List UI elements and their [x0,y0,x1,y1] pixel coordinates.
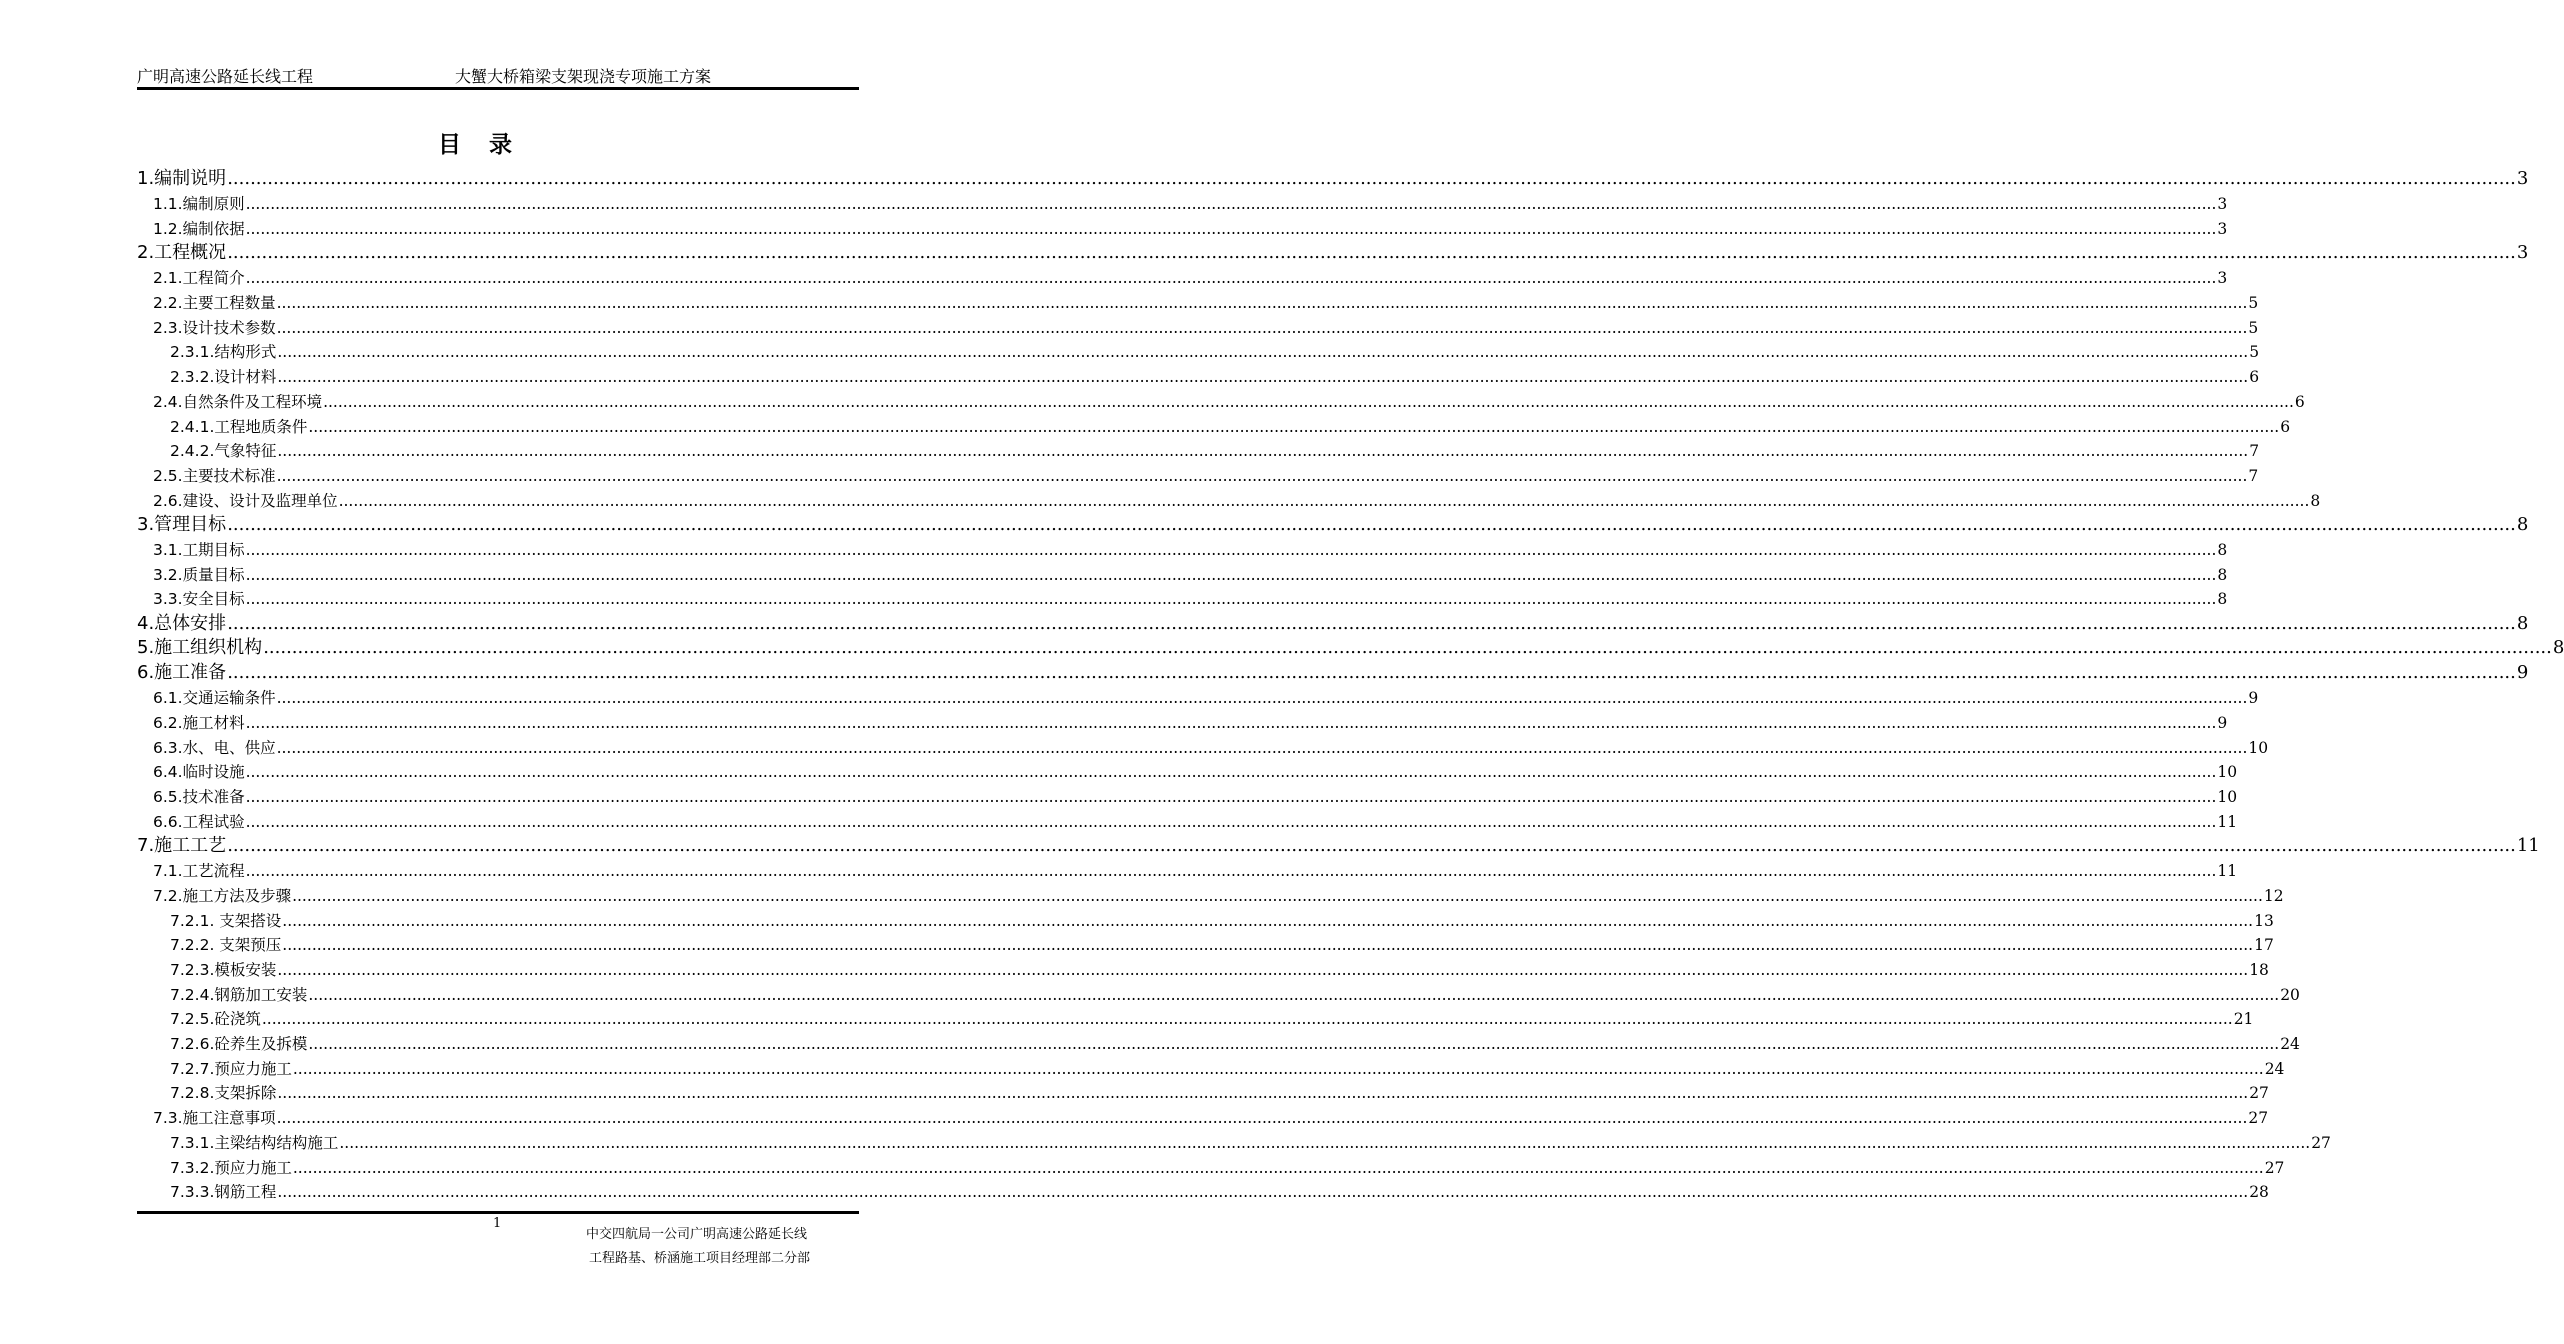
toc-title: 目录 [438,132,540,158]
toc-entry-page: 27 [2249,1084,2269,1103]
footer-rule [137,1211,859,1214]
toc-entry-page: 28 [2249,1183,2269,1202]
toc-entry[interactable] [153,290,2259,312]
toc-entry-label: 2.4.1.工程地质条件 [170,417,308,436]
toc-entry-page: 11 [2217,812,2238,831]
toc-entry-label: 2.1.工程简介 [153,269,245,288]
toc-entry[interactable] [153,759,2238,782]
toc-leader-dots: ................................................................................................................................................................................................................................................................................................................................................................................................................ [245,763,2217,782]
toc-entry[interactable] [153,462,2259,485]
toc-entry[interactable] [153,882,2284,905]
toc-entry-label: 2.6.建设、设计及监理单位 [153,491,338,510]
toc-entry[interactable] [170,956,2269,979]
toc-entry-page: 11 [2217,862,2238,881]
toc-entry-label: 3.管理目标 [137,513,227,535]
toc-leader-dots: ................................................................................................................................................................................................................................................................................................................................................................................................................ [277,1084,2249,1103]
toc-entry-label: 7.3.1.主梁结构结构施工 [170,1133,339,1152]
toc-entry[interactable] [153,709,2228,732]
toc-entry-label: 7.1.工艺流程 [153,862,245,881]
toc-leader-dots: ................................................................................................................................................................................................................................................................................................................................................................................................................ [282,911,2254,930]
toc-entry-label: 6.2.施工材料 [153,713,245,732]
page-number: 1 [493,1216,502,1231]
header-rule [137,87,859,90]
toc-leader-dots: ................................................................................................................................................................................................................................................................................................................................................................................................................ [292,1059,2264,1078]
toc-leader-dots: ................................................................................................................................................................................................................................................................................................................................................................................................................ [339,1133,2311,1152]
toc-entry[interactable] [137,166,2529,189]
footer-company-line1: 中交四航局一公司广明高速公路延长线 [586,1227,808,1242]
toc-entry[interactable] [137,660,2529,683]
toc-entry[interactable] [153,586,2228,609]
toc-entry[interactable] [153,784,2238,806]
toc-entry-label: 7.2.7.预应力施工 [170,1059,292,1078]
toc-entry[interactable] [153,191,2228,214]
toc-entry-page: 18 [2249,960,2269,979]
toc-leader-dots: ................................................................................................................................................................................................................................................................................................................................................................................................................ [277,368,2249,387]
toc-entry-page: 20 [2280,985,2300,1004]
toc-entry[interactable] [153,685,2259,708]
toc-entry-label: 6.3.水、电、供应 [153,738,276,757]
toc-leader-dots: ................................................................................................................................................................................................................................................................................................................................................................................................................ [276,294,2248,312]
toc-leader-dots: ................................................................................................................................................................................................................................................................................................................................................................................................................ [245,862,2217,881]
toc-entry[interactable] [153,314,2259,337]
toc-entry[interactable] [170,1154,2285,1177]
toc-leader-dots: ................................................................................................................................................................................................................................................................................................................................................................................................................ [245,590,2217,609]
toc-entry-page: 6 [2249,368,2260,387]
toc-entry-label: 7.3.3.钢筋工程 [170,1183,277,1202]
toc-entry-label: 2.3.设计技术参数 [153,318,276,337]
toc-entry-label: 7.2.8.支架拆除 [170,1084,277,1103]
toc-entry-page: 3 [2217,195,2228,214]
toc-entry-page: 12 [2263,886,2284,905]
header-project-name: 广明高速公路延长线工程 [137,67,314,86]
toc-entry-page: 5 [2248,294,2259,312]
toc-leader-dots: ................................................................................................................................................................................................................................................................................................................................................................................................................ [308,985,2280,1004]
toc-leader-dots: ................................................................................................................................................................................................................................................................................................................................................................................................................ [338,491,2310,510]
toc-entry-label: 5.施工组织机构 [137,637,263,659]
toc-entry-page: 10 [2217,763,2238,782]
footer-company-line2: 工程路基、桥涵施工项目经理部二分部 [589,1251,811,1266]
toc-entry-label: 7.2.施工方法及步骤 [153,886,292,905]
toc-leader-dots: ................................................................................................................................................................................................................................................................................................................................................................................................................ [245,788,2217,806]
toc-leader-dots: ................................................................................................................................................................................................................................................................................................................................................................................................................ [245,565,2217,584]
toc-entry-page: 9 [2217,713,2228,732]
toc-entry[interactable] [137,833,2540,856]
toc-entry-page: 21 [2233,1010,2254,1029]
toc-entry-page: 24 [2264,1059,2285,1078]
toc-entry-page: 7 [2248,466,2259,485]
toc-entry-label: 1.编制说明 [137,168,227,189]
toc-entry-page: 27 [2264,1158,2285,1177]
toc-entry[interactable] [170,1179,2269,1202]
toc-entry-label: 2.2.主要工程数量 [153,294,276,312]
toc-entry-page: 27 [2248,1109,2269,1128]
toc-entry[interactable] [153,388,2305,411]
toc-entry[interactable] [170,1031,2300,1053]
toc-leader-dots: ................................................................................................................................................................................................................................................................................................................................................................................................................ [276,738,2248,757]
toc-entry-page: 3 [2217,269,2228,288]
toc-entry-page: 8 [2217,590,2228,609]
toc-leader-dots: ................................................................................................................................................................................................................................................................................................................................................................................................................ [227,242,2516,264]
toc-leader-dots: ................................................................................................................................................................................................................................................................................................................................................................................................................ [227,168,2516,189]
toc-entry-page: 8 [2310,491,2321,510]
toc-entry-page: 9 [2248,689,2259,708]
toc-entry-label: 4.总体安排 [137,612,227,634]
toc-entry[interactable] [170,1080,2269,1103]
toc-leader-dots: ................................................................................................................................................................................................................................................................................................................................................................................................................ [227,662,2516,683]
toc-entry[interactable] [153,734,2269,757]
toc-entry[interactable] [153,858,2238,881]
toc-leader-dots: ................................................................................................................................................................................................................................................................................................................................................................................................................ [276,466,2248,485]
toc-entry-page: 17 [2254,936,2274,955]
toc-entry-page: 5 [2248,318,2259,337]
toc-leader-dots: ................................................................................................................................................................................................................................................................................................................................................................................................................ [245,713,2217,732]
toc-leader-dots: ................................................................................................................................................................................................................................................................................................................................................................................................................ [245,541,2217,559]
toc-leader-dots: ................................................................................................................................................................................................................................................................................................................................................................................................................ [308,417,2280,436]
toc-entry[interactable] [153,265,2228,288]
toc-entry-page: 8 [2552,637,2564,659]
toc-entry-label: 2.4.2.气象特征 [170,442,277,461]
header-document-title: 大蟹大桥箱梁支架现浇专项施工方案 [455,67,712,86]
toc-entry[interactable] [153,808,2238,831]
toc-entry[interactable] [170,1055,2285,1078]
toc-entry[interactable] [170,413,2291,436]
toc-entry-label: 7.3.施工注意事项 [153,1109,276,1128]
toc-entry-label: 1.1.编制原则 [153,195,245,214]
toc-entry[interactable] [137,611,2529,634]
toc-entry-page: 9 [2516,662,2529,683]
toc-leader-dots: ................................................................................................................................................................................................................................................................................................................................................................................................................ [227,612,2516,634]
toc-entry-page: 6 [2280,417,2291,436]
toc-entry-label: 3.3.安全目标 [153,590,245,609]
toc-leader-dots: ................................................................................................................................................................................................................................................................................................................................................................................................................ [323,392,2294,411]
toc-entry-label: 7.2.6.砼养生及拆模 [170,1035,308,1053]
toc-entry-label: 2.4.自然条件及工程环境 [153,392,323,411]
toc-entry-label: 6.1.交通运输条件 [153,689,276,708]
toc-leader-dots: ................................................................................................................................................................................................................................................................................................................................................................................................................ [276,1109,2248,1128]
toc-leader-dots: ................................................................................................................................................................................................................................................................................................................................................................................................................ [261,1010,2233,1029]
toc-entry-page: 11 [2516,834,2540,856]
toc-leader-dots: ................................................................................................................................................................................................................................................................................................................................................................................................................ [277,442,2249,461]
toc-entry-page: 24 [2280,1035,2300,1053]
toc-entry-label: 2.3.1.结构形式 [170,343,277,362]
toc-leader-dots: ................................................................................................................................................................................................................................................................................................................................................................................................................ [245,812,2217,831]
toc-entry[interactable] [153,215,2228,238]
toc-entry-page: 3 [2516,168,2529,189]
toc-entry-page: 10 [2248,738,2269,757]
toc-leader-dots: ................................................................................................................................................................................................................................................................................................................................................................................................................ [292,1158,2264,1177]
toc-entry[interactable] [153,561,2228,584]
toc-leader-dots: ................................................................................................................................................................................................................................................................................................................................................................................................................ [292,886,2263,905]
toc-entry[interactable] [137,512,2529,535]
toc-entry[interactable] [137,240,2529,264]
toc-entry-page: 3 [2516,242,2529,264]
toc-leader-dots: ................................................................................................................................................................................................................................................................................................................................................................................................................ [276,318,2248,337]
toc-entry[interactable] [170,981,2300,1004]
toc-entry-label: 7.施工工艺 [137,834,227,856]
toc-entry-label: 3.2.质量目标 [153,565,245,584]
toc-leader-dots: ................................................................................................................................................................................................................................................................................................................................................................................................................ [277,343,2249,362]
toc-entry-page: 5 [2249,343,2260,362]
toc-leader-dots: ................................................................................................................................................................................................................................................................................................................................................................................................................ [276,689,2248,708]
toc-entry-page: 27 [2311,1133,2331,1152]
toc-entry-label: 7.3.2.预应力施工 [170,1158,292,1177]
toc-entry[interactable] [153,1105,2269,1128]
toc-entry[interactable] [170,932,2274,955]
toc-entry-label: 2.3.2.设计材料 [170,368,277,387]
toc-entry-label: 3.1.工期目标 [153,541,245,559]
toc-entry[interactable] [170,907,2274,930]
toc-entry[interactable] [170,339,2260,362]
toc-entry-page: 7 [2249,442,2260,461]
toc-entry-page: 6 [2294,392,2305,411]
toc-entry[interactable] [170,1129,2331,1152]
toc-leader-dots: ................................................................................................................................................................................................................................................................................................................................................................................................................ [277,1183,2249,1202]
toc-entry-label: 7.2.4.钢筋加工安装 [170,985,308,1004]
toc-entry[interactable] [170,1006,2254,1029]
toc-entry-page: 8 [2516,612,2529,634]
toc-leader-dots: ................................................................................................................................................................................................................................................................................................................................................................................................................ [245,195,2217,214]
toc-leader-dots: ................................................................................................................................................................................................................................................................................................................................................................................................................ [245,269,2217,288]
toc-entry[interactable] [153,537,2228,559]
toc-entry[interactable] [170,364,2260,387]
toc-leader-dots: ................................................................................................................................................................................................................................................................................................................................................................................................................ [263,637,2552,659]
toc-leader-dots: ................................................................................................................................................................................................................................................................................................................................................................................................................ [245,219,2217,238]
toc-entry-label: 7.2.3.模板安装 [170,960,277,979]
toc-entry-label: 6.5.技术准备 [153,788,245,806]
toc-leader-dots: ................................................................................................................................................................................................................................................................................................................................................................................................................ [227,834,2516,856]
toc-leader-dots: ................................................................................................................................................................................................................................................................................................................................................................................................................ [282,936,2254,955]
toc-entry-label: 1.2.编制依据 [153,219,245,238]
toc-entry-label: 2.5.主要技术标准 [153,466,276,485]
toc-entry-page: 8 [2516,513,2529,535]
toc-entry-page: 10 [2217,788,2238,806]
toc-entry-label: 6.施工准备 [137,662,227,683]
toc-entry-label: 7.2.5.砼浇筑 [170,1010,261,1029]
toc-entry-page: 8 [2217,565,2228,584]
toc-entry-page: 13 [2254,911,2274,930]
toc-leader-dots: ................................................................................................................................................................................................................................................................................................................................................................................................................ [227,513,2516,535]
toc-entry-label: 6.4.临时设施 [153,763,245,782]
toc-entry-page: 3 [2217,219,2228,238]
toc-entry[interactable] [170,438,2260,461]
toc-entry[interactable] [137,635,2564,659]
toc-entry-label: 6.6.工程试验 [153,812,245,831]
toc-leader-dots: ................................................................................................................................................................................................................................................................................................................................................................................................................ [277,960,2249,979]
toc-entry[interactable] [153,487,2321,510]
toc-entry-page: 8 [2217,541,2228,559]
toc-leader-dots: ................................................................................................................................................................................................................................................................................................................................................................................................................ [308,1035,2280,1053]
toc-entry-label: 7.2.1. 支架搭设 [170,911,282,930]
toc-entry-label: 2.工程概况 [137,242,227,264]
toc-entry-label: 7.2.2. 支架预压 [170,936,282,955]
